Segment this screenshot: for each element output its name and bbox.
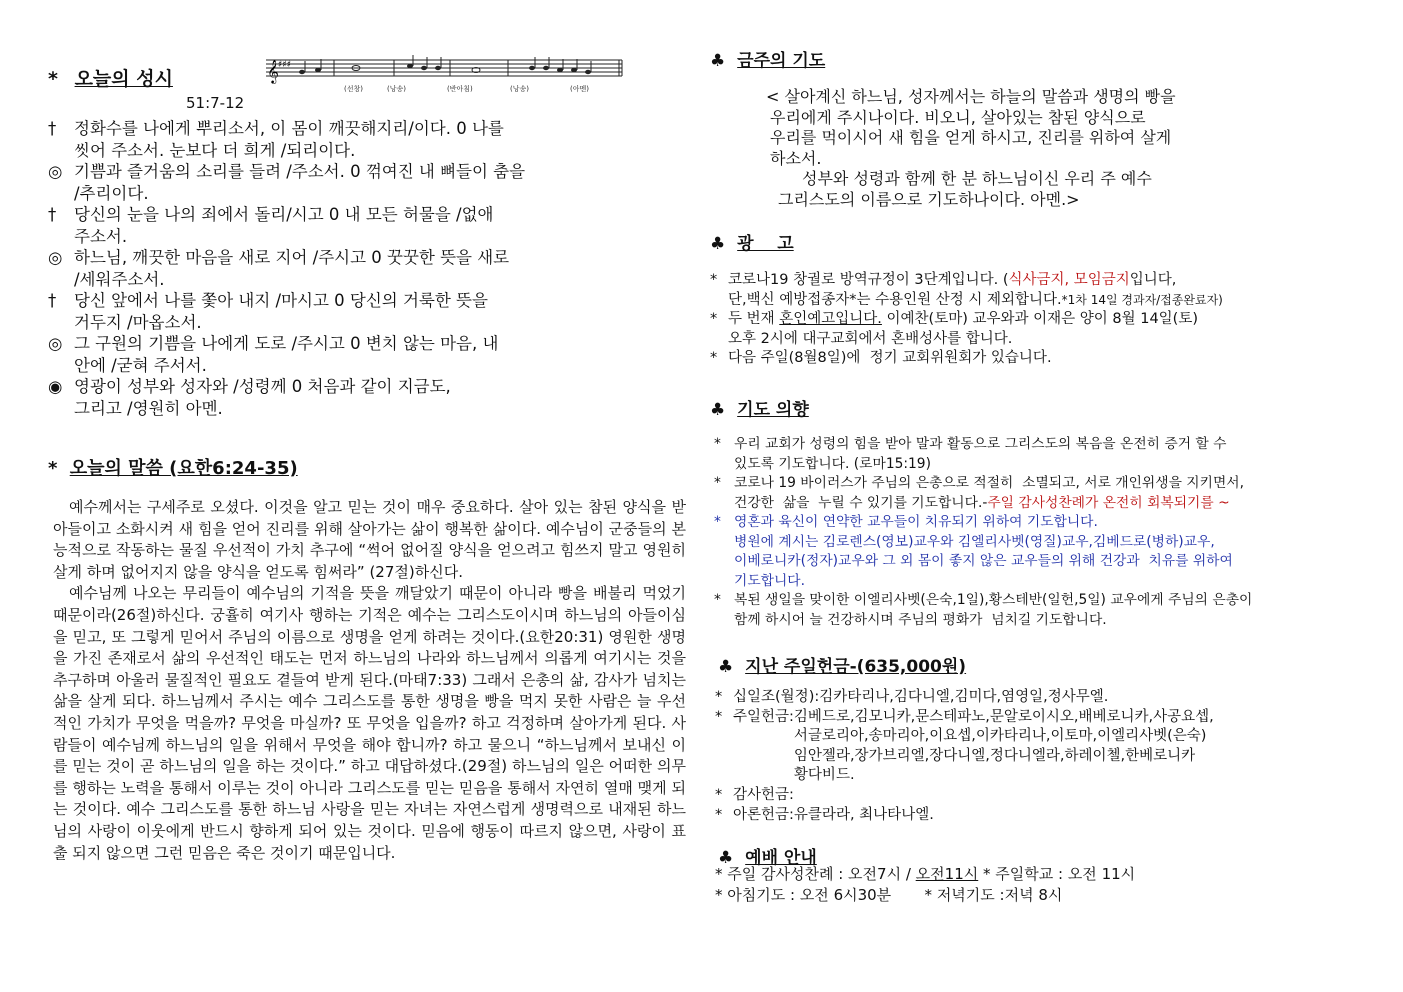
notice-bullet: * [710,311,718,328]
prayers-heading [710,395,809,420]
psalm-line [48,290,668,312]
offering-item [715,786,1335,806]
psalm-line-text: 그리고 /영원히 아멘. [74,398,223,418]
notice-item [710,291,1350,311]
sermon-paragraph: 예수께서는 구세주로 오셨다. 이것을 알고 믿는 것이 매우 중요하다. 살아 있는 참된 양식을 받아들이고 소화시켜 새 힘을 얻어 진리를 위해 살아가는 삶이 행복한 삶이다. 예수님이 군중들의 본능적으로 작동하는 물질 우선적이 가치 추구에 “썩어 없어질 양식을 얻으려고 힘쓰지 말고 영원히 살게 하며 없어지지 않을 양식을 얻도록 힘써라” (27절)하신다. [53,498,686,581]
prayer-text: 영혼과 육신이 연약한 교우들이 치유되기 위하여 기도합니다. [734,514,1098,530]
sermon-body [53,497,686,864]
prayer-item [708,513,1348,533]
psalm-line [48,333,668,355]
prayer-text: 있도록 기도합니다. (로마15:19) [734,455,931,472]
psalm-line [48,247,668,269]
offering-names [794,708,1214,786]
prayer-bullet: * [714,475,721,491]
notice-item [710,349,1350,369]
offering-bullet: * [715,708,723,725]
psalm-line-symbol [48,226,74,248]
notice-item [710,310,1350,330]
prayer-bullet [708,572,734,592]
sermon-title: 오늘의 말씀 (요한6:24-35) [69,458,298,479]
prayer-text: 이베로니카(정자)교우와 그 외 몸이 좋지 않은 교우들의 위해 건강과 치유를 위하여 [734,553,1233,569]
psalm-line-symbol: † [48,291,57,310]
notice-bullet: * [710,350,718,367]
notice-text: 다음 주일(8월8일)에 정기 교회위원회가 있습니다. [728,350,1052,367]
music-label: (선창) [344,85,363,93]
psalm-line-text: /세워주소서. [74,269,165,289]
prayer-bullet [708,494,734,514]
notice-bullet [710,330,728,350]
collect-line: 우리에게 주시나이다. 비오니, 살아있는 참된 양식으로 [770,107,1146,127]
psalm-text [48,118,668,419]
prayer-item [708,552,1348,572]
prayers-list [708,435,1348,630]
collect-line: 우리를 먹이시어 새 힘을 얻게 하시고, 진리를 위하여 살게 [770,128,1172,147]
notice-text: 코로나19 창궐로 방역규정이 3단계입니다. (식사금지, 모임금지입니다, [728,272,1177,288]
club-icon: ♣ [710,400,726,420]
worship-info [715,864,1135,906]
sermon-paragraph: 예수님께 나오는 무리들이 예수님의 기적을 뜻을 깨달았기 때문이 아니라 빵을 배불리 먹었기 때문이라(26절)하신다. 궁휼히 여기사 행하는 기적은 예수는 그리스도이시며 하느님의 아들이심을 믿고, 또 그렇게 믿어서 주님의 이름으로 생명을 얻게 하려는 것이다.(요한20:31) 영원한 생명을 가진 존재로서 삶의 우선적인 태도는 먼저 하느님의 나라와 하느님께서 의롭게 여기시는 것을 추구하며 아울러 물질적인 필요도 곁들여 받게 된다.(마태7:33) 그래서 은총의 삶, 감사가 넘치는 삶을 살게 되다. 하느님께서 주시는 예수 그리스도를 통한 생명을 빵을 먹지 못한 사람은 늘 우선적인 가치가 무엇을 먹을까? 무엇을 마실까? 또 무엇을 입을까? 하고 걱정하며 살아가게 된다. 사람들이 예수님께 하느님의 일을 위해서 무엇을 해야 합니까? 하고 물으니 “하느님께서 보내신 이를 믿는 것이 곧 하느님의 일을 하는 것이다.” 하고 대답하셨다.(29절) 하느님의 일은 어떠한 의무를 행하는 노력을 통해서 이루는 것이 아니라 그리스도를 믿는 믿음을 통해서 자연히 열매 맺게 되는 것이다. 예수 그리스도를 통한 하느님 사랑을 믿는 자녀는 자연스럽게 생명력으로 내재된 하느님의 사랑이 이웃에게 반드시 향하게 되어 있는 것이다. 믿음에 행동이 따르지 않으면, 사랑이 표출 되지 않으면 그런 믿음은 죽은 것이기 때문입니다. [53,584,686,862]
collect-heading [710,46,825,71]
collect-title: 금주의 기도 [737,51,826,71]
prayer-item [708,494,1348,514]
heading-bullet: * [48,458,58,479]
music-label: (낭송) [510,85,529,93]
offering-names-line: 김카타리나,김다니엘,김미다,염영일,정사무엘. [819,689,1109,705]
prayer-item [708,591,1348,611]
notice-text: 오후 2시에 대구교회에서 혼배성사를 합니다. [728,330,1013,347]
collect-line: < 살아계신 하느님, 성자께서는 하늘의 말씀과 생명의 빵을 [766,87,1176,106]
offering-bullet: * [715,689,723,705]
psalm-line [48,118,668,140]
offering-bullet: * [715,786,723,803]
offering-label: 십일조(월정): [733,689,820,705]
notices-list [710,271,1350,369]
psalm-line [48,376,668,398]
collect-text [766,87,1176,210]
club-icon: ♣ [710,51,726,71]
offering-label: 감사헌금: [733,786,794,803]
notices-heading [710,229,794,254]
notices-title: 광 고 [737,234,794,254]
offering-bullet: * [715,806,723,823]
psalm-line-symbol [48,355,74,377]
psalm-line-text: 당신 앞에서 나를 쫓아 내지 /마시고 0 당신의 거룩한 뜻을 [74,291,488,310]
psalm-line-symbol [48,140,74,162]
psalm-line-text: 그 구원의 기쁨을 나에게 도로 /주시고 0 변치 않는 마음, 내 [74,334,499,353]
offering-item [715,708,1335,786]
offering-names-line: 서글로리아,송마리아,이요셉,이카타리나,이토마,이엘리사벳(은숙) [793,728,1207,745]
collect-line: 성부와 성령과 함께 한 분 하느님이신 우리 주 예수 [802,169,1152,188]
psalm-title: 오늘의 성시 [74,68,173,90]
club-icon: ♣ [718,848,734,868]
offering-label: 주일헌금: [733,708,794,725]
psalm-line [48,226,668,248]
prayers-title: 기도 의향 [737,400,809,420]
psalm-reference: 51:7-12 [186,94,245,112]
notice-bullet [710,291,728,311]
notice-bullet: * [710,272,718,288]
psalm-line-symbol: ◉ [48,377,63,396]
psalm-line-text: 씻어 주소서. 눈보다 더 희게 /되리이다. [74,140,356,160]
psalm-line-text: 영광이 성부와 성자와 /성령께 0 처음과 같이 지금도, [74,377,451,396]
prayer-text: 건강한 삶을 누릴 수 있기를 기도합니다.-주일 감사성찬례가 온전히 회복되기를 ~ [734,494,1230,511]
offering-heading [718,652,966,677]
psalm-line-text: 정화수를 나에게 뿌리소서, 이 몸이 깨끗해지리/이다. 0 나를 [74,119,504,138]
notice-item [710,330,1350,350]
psalm-line-symbol: † [48,205,57,224]
psalm-line-text: 하느님, 깨끗한 마음을 새로 지어 /주시고 0 꿋꿋한 뜻을 새로 [74,248,510,267]
club-icon: ♣ [710,234,726,254]
music-staff [264,48,628,98]
collect-line: 하소서. [770,148,822,168]
svg-text:♯♯♯: ♯♯♯ [278,60,292,70]
prayer-text: 코로나 19 바이러스가 주님의 은총으로 적절히 소멸되고, 서로 개인위생을 지키면서, [734,475,1244,491]
offering-names [819,688,1108,708]
psalm-heading [48,64,173,91]
psalm-line-symbol [48,269,74,291]
psalm-line-text: /추리이다. [74,183,149,203]
notice-text: 두 번재 혼인예고입니다. 이예찬(토마) 교우와과 이재은 양이 8월 14일(토) [728,311,1198,328]
prayer-text: 복된 생일을 맞이한 이엘리사벳(은숙,1일),황스테반(일헌,5일) 교우에게 주님의 은총이 [734,592,1253,608]
music-label: (반아침) [447,85,473,93]
psalm-line [48,204,668,226]
offering-label: 아론헌금: [733,806,794,823]
psalm-line-text: 거두지 /마옵소서. [74,312,202,332]
sermon-heading [48,454,298,480]
psalm-line-text: 안에 /굳혀 주서서. [74,355,207,375]
offering-list [715,688,1335,825]
offering-names [794,806,934,826]
prayer-text: 함께 하시어 늘 건강하시며 주님의 평화가 넘치길 기도합니다. [734,611,1107,628]
psalm-line-symbol [48,398,74,420]
prayer-text: 기도합니다. [734,572,806,589]
prayer-item [708,455,1348,475]
notice-item [710,271,1350,291]
prayer-item [708,435,1348,455]
prayer-item [708,611,1348,631]
offering-title: 지난 주일헌금-(635,000원) [745,657,967,677]
music-label: (낭송) [387,85,406,93]
prayer-bullet: * [714,436,721,452]
prayer-bullet [708,455,734,475]
psalm-line-symbol [48,312,74,334]
psalm-line-symbol [48,183,74,205]
club-icon: ♣ [718,657,734,677]
psalm-line [48,312,668,334]
psalm-line [48,161,668,183]
offering-item [715,688,1335,708]
offering-names-line: 김베드로,김모니카,문스테파노,문알로이시오,배베로니카,사공요셉, [793,708,1214,725]
psalm-line [48,183,668,205]
psalm-line-text: 기쁨과 즐거움의 소리를 들려 /주소서. 0 꺾여진 내 뼈들이 춤을 [74,162,526,181]
offering-item [715,806,1335,826]
notice-text: 단,백신 예방접종자*는 수용인원 산정 시 제외합니다.*1차 14일 경과자/접종완료자) [728,291,1223,308]
psalm-line-symbol: ◎ [48,162,63,181]
offering-names-line: 황다비드. [793,767,855,784]
music-label: (아멘) [570,85,589,93]
prayer-text: 병원에 계시는 김로렌스(영보)교우와 김엘리사벳(영질)교우,김베드로(병하)교우, [734,533,1215,550]
prayer-bullet [708,552,734,572]
prayer-item [708,572,1348,592]
psalm-line [48,140,668,162]
psalm-line [48,269,668,291]
prayer-bullet [708,611,734,631]
psalm-line [48,398,668,420]
prayer-bullet [708,533,734,553]
collect-line: 그리스도의 이름으로 기도하나이다. 아멘.> [778,189,1080,209]
prayer-bullet: * [714,592,721,608]
psalm-line [48,355,668,377]
offering-names-line: 유클라라, 최나타나엘. [793,806,934,823]
heading-bullet: * [48,68,58,90]
psalm-line-text: 당신의 눈을 나의 죄에서 돌리/시고 0 내 모든 허물을 /없애 [74,205,494,224]
treble-clef-icon: 𝄞 [267,59,279,83]
worship-line: * 아침기도 : 오전 6시30분 * 저녁기도 :저녁 8시 [715,886,1063,904]
psalm-line-symbol: ◎ [48,334,63,353]
psalm-line-symbol: ◎ [48,248,63,267]
prayer-item [708,474,1348,494]
prayer-item [708,533,1348,553]
psalm-line-text: 주소서. [74,226,128,246]
worship-title: 예배 안내 [745,848,817,868]
psalm-line-symbol: † [48,119,57,138]
worship-line: * 주일 감사성찬례 : 오전7시 / 오전11시 * 주일학교 : 오전 11시 [715,865,1136,883]
prayer-text: 우리 교회가 성령의 힘을 받아 말과 활동으로 그리스도의 복음을 온전히 증거 할 수 [734,436,1227,452]
prayer-bullet: * [714,514,721,530]
offering-names-line: 임안젤라,장가브리엘,장다니엘,정다니엘라,하레이첼,한베로니카 [793,747,1196,764]
